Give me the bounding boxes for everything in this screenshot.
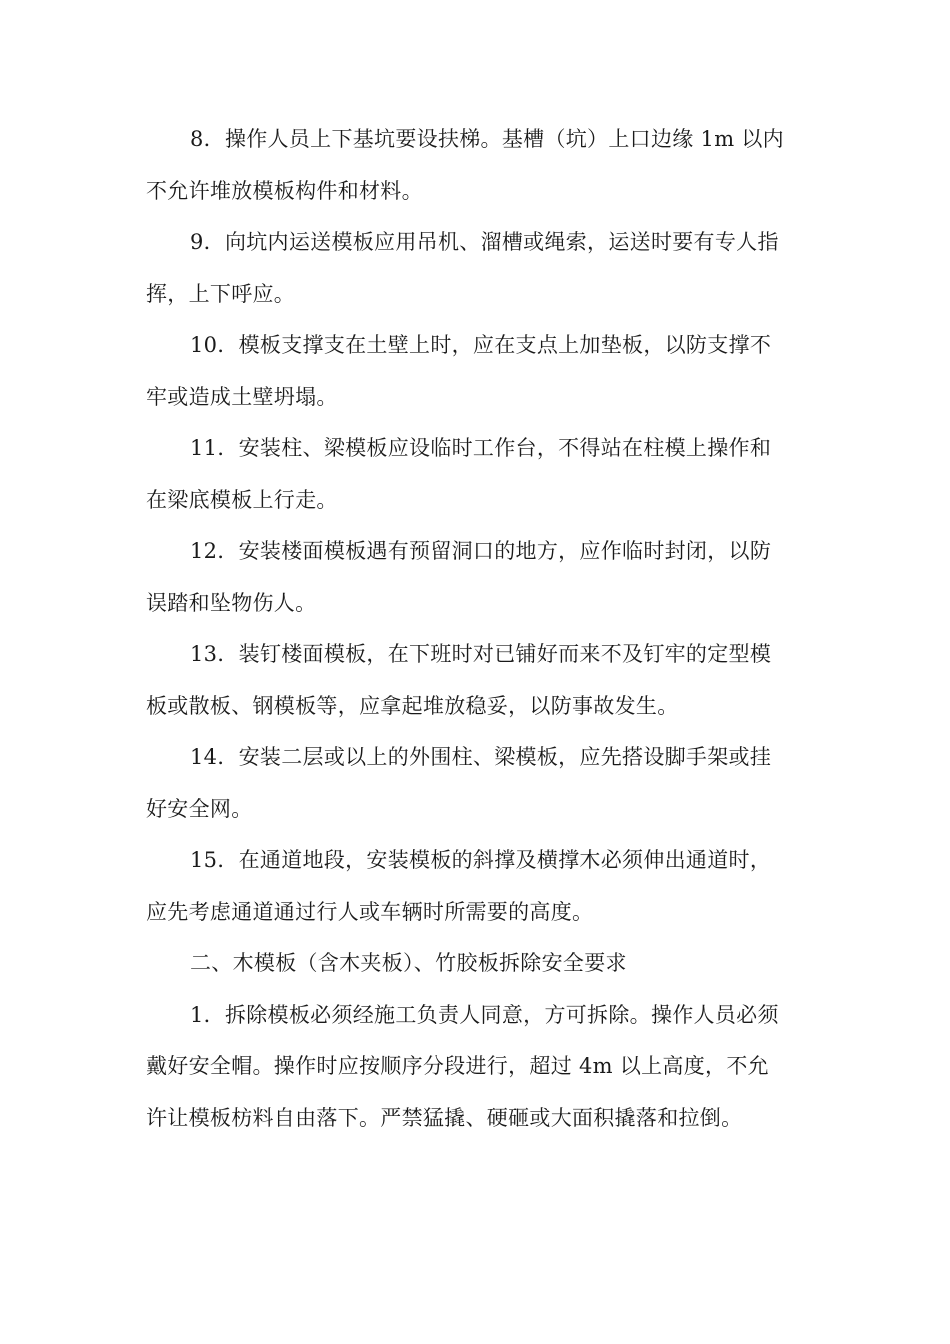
text-line: 9．向坑内运送模板应用吊机、溜槽或绳索，运送时要有专人指	[190, 230, 779, 254]
text-line: 15．在通道地段，安装模板的斜撑及横撑木必须伸出通道时，	[190, 848, 772, 872]
paragraph-item-14	[146, 732, 806, 835]
section-heading	[146, 938, 806, 990]
document-body	[146, 114, 806, 1144]
text-line: 11．安装柱、梁模板应设临时工作台，不得站在柱模上操作和	[190, 436, 772, 460]
paragraph-item-9	[146, 217, 806, 320]
text-line: 挥，上下呼应。	[146, 281, 296, 306]
text-line: 在梁底模板上行走。	[146, 487, 338, 512]
paragraph-item-15	[146, 835, 806, 938]
text-line: 许让模板枋料自由落下。严禁猛撬、硬砸或大面积撬落和拉倒。	[146, 1105, 743, 1130]
text-line: 不允许堆放模板构件和材料。	[146, 178, 423, 203]
paragraph-item-1	[146, 990, 806, 1145]
text-line: 板或散板、钢模板等，应拿起堆放稳妥，以防事故发生。	[146, 693, 679, 718]
text-line: 10．模板支撑支在土壁上时，应在支点上加垫板，以防支撑不	[190, 333, 772, 357]
paragraph-item-10	[146, 320, 806, 423]
text-line: 14．安装二层或以上的外围柱、梁模板，应先搭设脚手架或挂	[190, 745, 772, 769]
section-heading-text: 二、木模板（含木夹板）、竹胶板拆除安全要求	[190, 951, 627, 975]
text-line: 戴好安全帽。操作时应按顺序分段进行，超过 4m 以上高度，不允	[146, 1054, 769, 1078]
paragraph-item-12	[146, 526, 806, 629]
paragraph-item-8	[146, 114, 806, 217]
text-line: 1．拆除模板必须经施工负责人同意，方可拆除。操作人员必须	[190, 1002, 779, 1027]
text-line: 误踏和坠物伤人。	[146, 590, 317, 615]
text-line: 12．安装楼面模板遇有预留洞口的地方，应作临时封闭，以防	[190, 539, 772, 563]
text-line: 牢或造成土壁坍塌。	[146, 384, 338, 409]
text-line: 好安全网。	[146, 796, 253, 821]
text-line: 13．装钉楼面模板，在下班时对已铺好而来不及钉牢的定型模	[190, 642, 772, 666]
paragraph-item-13	[146, 629, 806, 732]
paragraph-item-11	[146, 423, 806, 526]
text-line: 8．操作人员上下基坑要设扶梯。基槽（坑）上口边缘 1m 以内	[190, 127, 784, 151]
text-line: 应先考虑通道通过行人或车辆时所需要的高度。	[146, 899, 594, 924]
